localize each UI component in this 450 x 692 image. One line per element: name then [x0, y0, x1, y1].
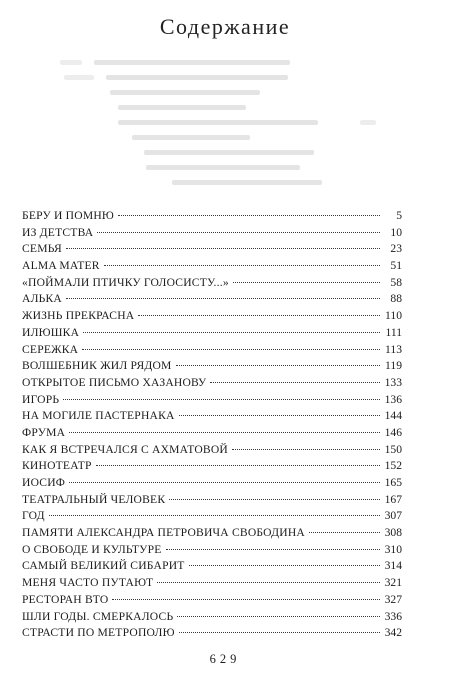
toc-entry-title: КАК Я ВСТРЕЧАЛСЯ С АХМАТОВОЙ	[22, 442, 228, 456]
toc-entry-page: 165	[384, 476, 402, 489]
toc-leader-dots	[83, 332, 380, 333]
toc-entry-title: СЕРЕЖКА	[22, 342, 79, 356]
toc-entry	[22, 492, 402, 509]
toc-entry-page: 310	[384, 542, 402, 556]
toc-entry	[22, 342, 402, 359]
toc-entry	[22, 258, 402, 275]
toc-leader-dots	[233, 282, 380, 283]
show-through-text	[60, 56, 390, 196]
toc-entry	[22, 458, 402, 475]
toc-entry	[22, 408, 402, 425]
toc-entry-page: 308	[384, 526, 402, 540]
toc-leader-dots	[66, 298, 380, 299]
toc-entry-page: 167	[384, 492, 402, 506]
toc-entry-title: ИОСИФ	[22, 476, 66, 489]
toc-entry	[22, 542, 402, 559]
page-title: Содержание	[159, 14, 291, 39]
toc-entry-page: 152	[384, 459, 402, 473]
toc-entry-page: 321	[384, 576, 402, 590]
toc-entry-title: РЕСТОРАН ВТО	[22, 592, 109, 606]
toc-leader-dots	[69, 432, 380, 433]
table-of-contents	[22, 208, 402, 642]
toc-entry-title: ОТКРЫТОЕ ПИСЬМО ХАЗАНОВУ	[22, 375, 207, 389]
toc-entry-page: 136	[384, 392, 402, 406]
toc-leader-dots	[96, 465, 380, 466]
toc-entry-page: 150	[384, 442, 402, 456]
toc-entry-title: СЕМЬЯ	[22, 242, 62, 256]
toc-entry-title: ВОЛШЕБНИК ЖИЛ РЯДОМ	[22, 359, 172, 373]
toc-entry-page: 336	[384, 609, 402, 623]
toc-entry-title: ПАМЯТИ АЛЕКСАНДРА ПЕТРОВИЧА СВОБОДИНА	[22, 526, 305, 540]
toc-entry-title: ИЗ ДЕТСТВА	[22, 225, 94, 239]
toc-entry-page: 113	[385, 342, 402, 356]
toc-entry-page: 342	[384, 626, 402, 640]
toc-entry	[22, 508, 402, 525]
toc-entry	[22, 375, 402, 392]
toc-entry	[22, 592, 402, 609]
toc-entry-page: 307	[384, 509, 402, 523]
toc-entry-title: «ПОЙМАЛИ ПТИЧКУ ГОЛОСИСТУ...»	[22, 275, 229, 289]
toc-entry	[22, 625, 402, 642]
toc-entry-page: 119	[385, 359, 402, 373]
toc-leader-dots	[63, 399, 380, 400]
toc-leader-dots	[97, 232, 380, 233]
toc-entry-title: АЛЬКА	[22, 292, 62, 306]
toc-entry-title: ИГОРЬ	[22, 392, 60, 406]
toc-entry-title: ЖИЗНЬ ПРЕКРАСНА	[22, 309, 135, 323]
toc-leader-dots	[118, 215, 380, 216]
toc-entry-title: ШЛИ ГОДЫ. СМЕРКАЛОСЬ	[22, 609, 174, 623]
toc-leader-dots	[104, 265, 380, 266]
toc-entry-title: САМЫЙ ВЕЛИКИЙ СИБАРИТ	[22, 559, 185, 573]
toc-entry-page: 111	[385, 325, 402, 339]
toc-entry	[22, 208, 402, 225]
toc-leader-dots	[232, 449, 380, 450]
toc-leader-dots	[157, 582, 380, 583]
toc-leader-dots	[82, 349, 380, 350]
toc-entry-title: ИЛЮШКА	[22, 325, 80, 339]
toc-entry-title: ALMA MATER	[22, 259, 100, 273]
toc-entry	[22, 558, 402, 575]
toc-leader-dots	[176, 365, 380, 366]
toc-leader-dots	[210, 382, 380, 383]
toc-leader-dots	[112, 599, 380, 600]
toc-entry-title: КИНОТЕАТР	[22, 459, 92, 473]
toc-entry-page: 23	[390, 242, 402, 256]
toc-entry-page: 88	[390, 292, 402, 306]
toc-leader-dots	[69, 482, 380, 483]
toc-entry	[22, 425, 402, 442]
toc-leader-dots	[189, 565, 380, 566]
toc-entry-title: БЕРУ И ПОМНЮ	[22, 209, 115, 222]
toc-leader-dots	[309, 532, 380, 533]
toc-entry-title: МЕНЯ ЧАСТО ПУТАЮТ	[22, 576, 154, 590]
toc-entry	[22, 525, 402, 542]
toc-leader-dots	[66, 248, 380, 249]
toc-entry-title: ГОД	[22, 509, 45, 523]
toc-entry-page: 58	[390, 275, 402, 289]
toc-entry-title: НА МОГИЛЕ ПАСТЕРНАКА	[22, 409, 175, 423]
toc-leader-dots	[179, 415, 380, 416]
toc-entry-page: 133	[384, 375, 402, 389]
toc-entry	[22, 308, 402, 325]
toc-entry	[22, 392, 402, 409]
toc-entry	[22, 575, 402, 592]
toc-leader-dots	[138, 315, 380, 316]
toc-entry-page: 51	[390, 259, 402, 273]
toc-entry	[22, 609, 402, 626]
toc-entry-title: О СВОБОДЕ И КУЛЬТУРЕ	[22, 542, 162, 556]
toc-entry-title: ТЕАТРАЛЬНЫЙ ЧЕЛОВЕК	[22, 492, 166, 506]
toc-entry-page: 110	[385, 309, 402, 323]
toc-entry-page: 314	[384, 559, 402, 573]
toc-entry	[22, 291, 402, 308]
toc-leader-dots	[177, 616, 380, 617]
toc-entry	[22, 358, 402, 375]
toc-entry	[22, 475, 402, 492]
toc-entry-title: ФРУМА	[22, 425, 66, 439]
toc-entry	[22, 325, 402, 342]
toc-entry-page: 5	[396, 209, 402, 222]
toc-entry	[22, 442, 402, 459]
toc-leader-dots	[179, 632, 380, 633]
toc-entry	[22, 241, 402, 258]
toc-leader-dots	[166, 549, 380, 550]
page-number: 629	[209, 652, 241, 666]
toc-leader-dots	[49, 515, 380, 516]
toc-entry-page: 10	[390, 225, 402, 239]
toc-entry-title: СТРАСТИ ПО МЕТРОПОЛЮ	[22, 626, 175, 640]
toc-entry	[22, 225, 402, 242]
toc-entry	[22, 275, 402, 292]
toc-leader-dots	[169, 499, 380, 500]
toc-entry-page: 144	[384, 409, 402, 423]
toc-entry-page: 327	[384, 592, 402, 606]
toc-entry-page: 146	[384, 425, 402, 439]
